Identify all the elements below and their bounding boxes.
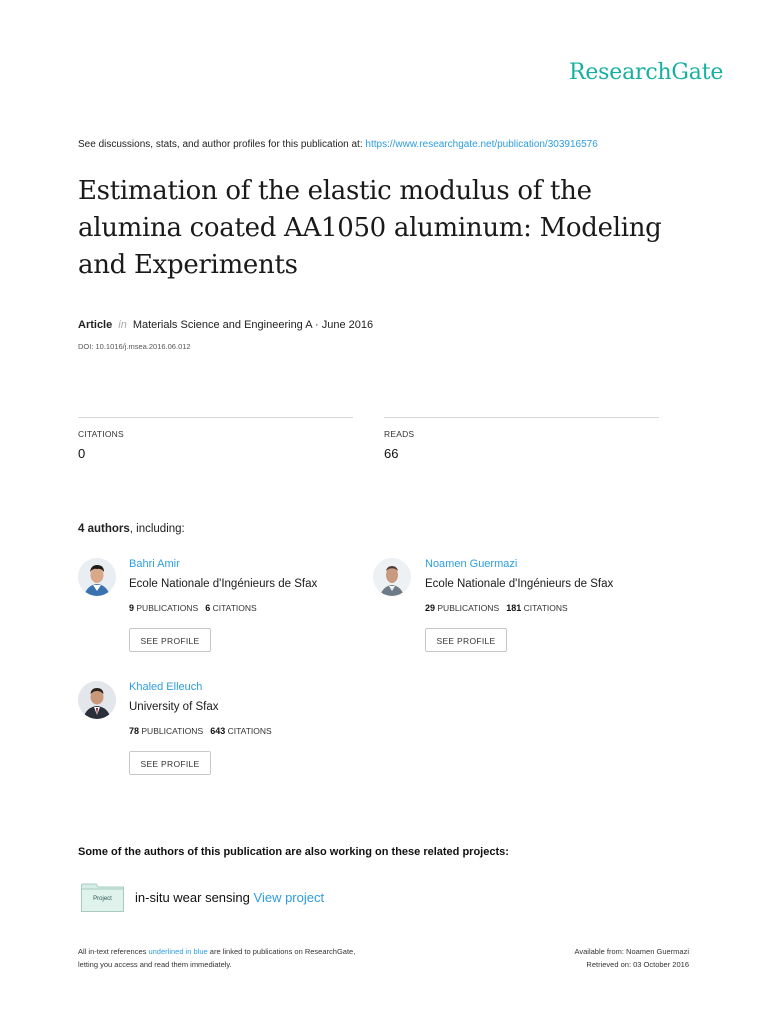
footer-line-2: letting you access and read them immediately. <box>78 960 232 969</box>
publication-doi: DOI: 10.1016/j.msea.2016.06.012 <box>78 342 191 351</box>
author-stats <box>129 603 257 613</box>
project-name: in-situ wear sensing <box>135 890 250 905</box>
publication-meta <box>78 319 373 331</box>
author-publications-count: 29 <box>425 603 436 613</box>
publication-type: Article <box>78 319 113 331</box>
footer-text: All in-text references <box>78 947 147 956</box>
project-folder-icon <box>81 883 124 912</box>
person-icon <box>373 558 411 596</box>
author-citations-count: 181 <box>506 603 522 613</box>
see-profile-button[interactable]: SEE PROFILE <box>425 628 507 652</box>
retrieved-on: Retrieved on: 03 October 2016 <box>586 960 689 969</box>
publication-source-line <box>78 139 598 150</box>
footer-note <box>78 945 355 971</box>
author-publications-label: PUBLICATIONS <box>437 603 500 613</box>
view-project-link[interactable]: View project <box>253 890 325 905</box>
author-institution: Ecole Nationale d'Ingénieurs de Sfax <box>425 578 614 590</box>
footer-line-1 <box>78 945 355 958</box>
authors-count: 4 authors <box>78 523 130 535</box>
author-citations-label: CITATIONS <box>523 603 568 613</box>
author-citations-count: 643 <box>210 726 226 736</box>
author-avatar[interactable] <box>373 558 411 596</box>
authors-heading <box>78 523 185 535</box>
author-institution: Ecole Nationale d'Ingénieurs de Sfax <box>129 578 318 590</box>
author-publications-count: 9 <box>129 603 135 613</box>
author-citations-count: 6 <box>205 603 211 613</box>
citations-value: 0 <box>78 446 86 461</box>
reads-divider <box>384 417 659 418</box>
project-badge-label: Project <box>93 896 112 902</box>
author-institution: University of Sfax <box>129 701 219 713</box>
author-citations-label: CITATIONS <box>212 603 257 613</box>
author-name-link[interactable]: Bahri Amir <box>129 558 180 570</box>
researchgate-logo[interactable]: ResearchGate <box>569 60 724 85</box>
person-icon <box>78 558 116 596</box>
publication-url-link[interactable]: https://www.researchgate.net/publication/303916576 <box>365 139 598 150</box>
author-stats <box>129 726 272 736</box>
person-icon <box>78 681 116 719</box>
author-publications-label: PUBLICATIONS <box>136 603 199 613</box>
author-name-link[interactable]: Noamen Guermazi <box>425 558 518 570</box>
footer-availability <box>575 945 690 971</box>
publication-venue: Materials Science and Engineering A · June 2016 <box>132 319 374 331</box>
see-profile-button[interactable]: SEE PROFILE <box>129 751 211 775</box>
see-profile-button[interactable]: SEE PROFILE <box>129 628 211 652</box>
author-name-link[interactable]: Khaled Elleuch <box>129 681 203 693</box>
source-intro-text: See discussions, stats, and author profiles for this publication at: <box>78 139 363 150</box>
author-avatar[interactable] <box>78 558 116 596</box>
author-stats <box>425 603 568 613</box>
related-projects-heading: Some of the authors of this publication are also working on these related projects: <box>78 846 509 858</box>
author-publications-count: 78 <box>129 726 140 736</box>
in-word: in <box>118 319 127 331</box>
citations-divider <box>78 417 353 418</box>
author-citations-label: CITATIONS <box>227 726 272 736</box>
reads-value: 66 <box>384 446 399 461</box>
project-item <box>135 890 324 905</box>
citations-label: CITATIONS <box>78 429 124 439</box>
underlined-in-blue-link[interactable]: underlined in blue <box>148 947 208 956</box>
author-avatar[interactable] <box>78 681 116 719</box>
authors-heading-rest: , including: <box>129 523 185 535</box>
available-from: Available from: Noamen Guermazi <box>574 947 689 956</box>
publication-title: Estimation of the elastic modulus of the alumina coated AA1050 aluminum: Modeling and Experiments <box>78 176 662 280</box>
author-publications-label: PUBLICATIONS <box>141 726 204 736</box>
footer-text: are linked to publications on ResearchGate, <box>209 947 356 956</box>
reads-label: READS <box>384 429 415 439</box>
